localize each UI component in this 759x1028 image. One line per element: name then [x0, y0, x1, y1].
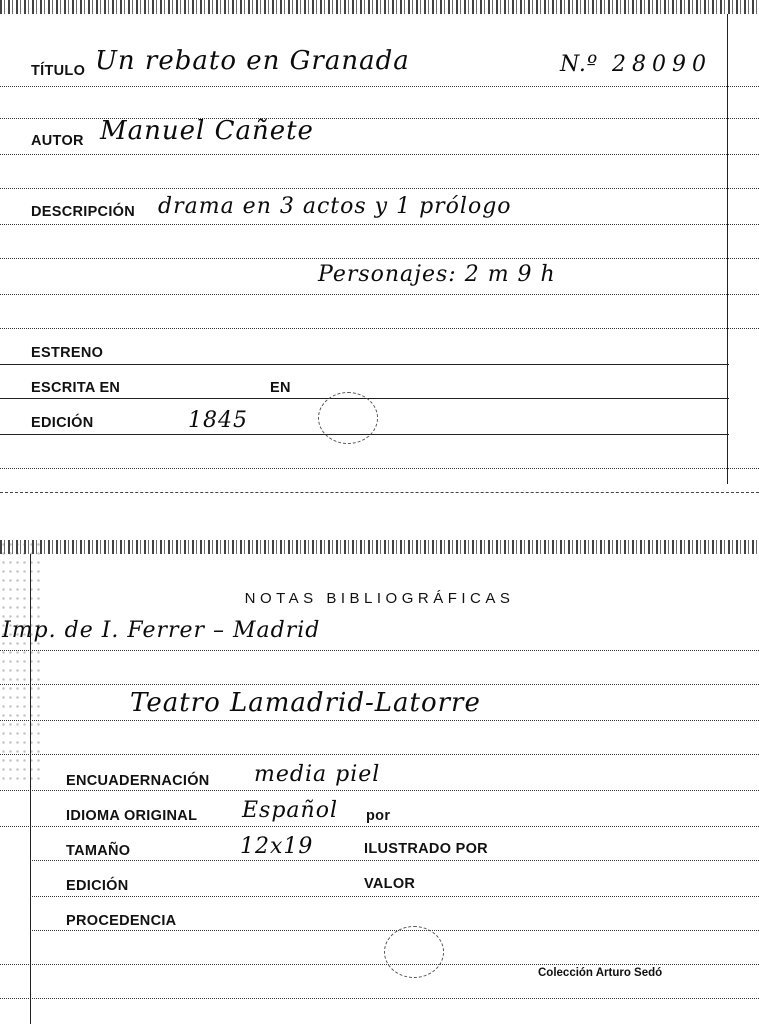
rule-7 — [0, 294, 759, 295]
escrita-label: ESCRITA EN — [31, 380, 121, 396]
rule-3 — [0, 154, 759, 155]
edicion-value: 1845 — [188, 408, 248, 433]
rule-3 — [0, 720, 759, 721]
edicion-label: EDICIÓN — [66, 878, 129, 894]
rule-6 — [0, 258, 759, 259]
encuadernacion-value: media piel — [254, 762, 381, 787]
numero-value: 28090 — [612, 52, 712, 77]
rule-9 — [0, 364, 729, 365]
rule-2 — [0, 684, 759, 685]
rule-7 — [30, 860, 759, 861]
ilustrado-label: ILUSTRADO POR — [364, 841, 488, 857]
rule-10 — [0, 964, 759, 965]
nota-1: Imp. de I. Ferrer – Madrid — [2, 618, 321, 643]
card-front — [0, 0, 759, 492]
punch-hole-circle — [318, 392, 378, 444]
nota-2: Teatro Lamadrid-Latorre — [130, 688, 481, 718]
idioma-label: IDIOMA ORIGINAL — [66, 808, 198, 824]
notas-title: NOTAS BIBLIOGRÁFICAS — [244, 590, 515, 607]
personajes-value: Personajes: 2 m 9 h — [318, 262, 556, 287]
por-label: por — [366, 808, 391, 824]
torn-edge-top — [0, 0, 759, 14]
tamano-label: TAMAÑO — [66, 843, 131, 859]
edicion-label: EDICIÓN — [31, 415, 94, 431]
numero-label: N.º — [560, 52, 599, 77]
rule-1 — [0, 650, 759, 651]
autor-label: AUTOR — [31, 133, 84, 149]
titulo-label: TÍTULO — [31, 63, 86, 79]
speckle-texture — [0, 540, 40, 780]
encuadernacion-label: ENCUADERNACIÓN — [66, 773, 210, 789]
rule-5 — [0, 790, 759, 791]
tamano-value: 12x19 — [240, 834, 314, 859]
autor-value: Manuel Cañete — [100, 116, 314, 146]
estreno-label: ESTRENO — [31, 345, 104, 361]
card-divider — [0, 492, 759, 493]
procedencia-label: PROCEDENCIA — [66, 913, 177, 929]
idioma-value: Español — [242, 798, 338, 823]
punch-hole-circle — [384, 926, 444, 978]
coleccion-credit: Colección Arturo Sedó — [538, 967, 663, 979]
torn-edge-top — [0, 540, 759, 554]
card-right-border — [727, 14, 728, 484]
valor-label: VALOR — [364, 876, 416, 892]
rule-5 — [0, 224, 759, 225]
descripcion-value: drama en 3 actos y 1 prólogo — [158, 194, 512, 219]
rule-12 — [0, 468, 759, 469]
rule-8 — [30, 896, 759, 897]
rule-11 — [0, 998, 759, 999]
titulo-value: Un rebato en Granada — [95, 46, 410, 76]
rule-4 — [0, 188, 759, 189]
rule-1 — [0, 86, 759, 87]
rule-8 — [0, 328, 759, 329]
descripcion-label: DESCRIPCIÓN — [31, 204, 136, 220]
rule-4 — [0, 754, 759, 755]
en-label: EN — [270, 380, 291, 396]
rule-6 — [0, 826, 759, 827]
card-back — [0, 540, 759, 1028]
